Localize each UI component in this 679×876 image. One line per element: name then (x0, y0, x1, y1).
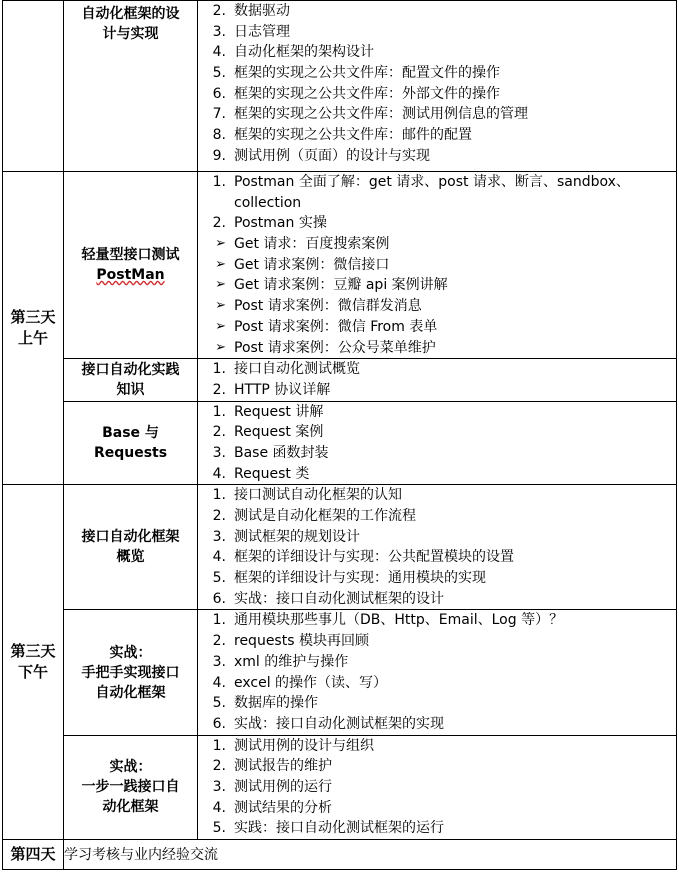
topic-line: 接口自动化实践 (81, 361, 180, 378)
list-item: 1. 接口测试自动化框架的认知 (212, 487, 402, 504)
topic-line: 手把手实现接口 (81, 664, 180, 681)
list-item: ➢ Post 请求案例：公众号菜单维护 (198, 338, 676, 359)
items-cell (198, 172, 677, 359)
list-item: 1. 测试用例的设计与组织 (212, 737, 374, 754)
items-cell (198, 485, 677, 610)
list-item: 2. 测试报告的维护 (212, 758, 332, 775)
list-item: 3. 日志管理 (212, 23, 290, 40)
topic-line: 计与实现 (102, 26, 159, 42)
day-period: 上午 (17, 329, 48, 348)
day-period: 下午 (17, 663, 48, 682)
topic-line: 自动化框架的设 (81, 6, 180, 22)
list-item: 4. 自动化框架的架构设计 (212, 44, 374, 61)
list-item: ➢ Post 请求案例：微信群发消息 (198, 296, 676, 317)
list-item: 5. 框架的详细设计与实现：通用模块的实现 (212, 570, 486, 587)
table-row (3, 401, 677, 485)
list-item: 1. 接口自动化测试概览 (212, 361, 360, 378)
topic-cell (64, 485, 198, 610)
list-item: 9. 测试用例（页面）的设计与实现 (212, 147, 430, 164)
list-item: 2. requests 模块再回顾 (212, 633, 369, 650)
topic-line: 实战： (109, 644, 152, 661)
list-item: 3. 测试框架的规划设计 (212, 528, 360, 545)
arrow-bullet-icon: ➢ (215, 236, 226, 252)
table-row (3, 610, 677, 735)
list-item: 8. 框架的实现之公共文件库：邮件的配置 (212, 127, 472, 144)
list-item: 5. 数据库的操作 (212, 695, 318, 712)
table-row (3, 735, 677, 839)
items-cell (198, 359, 677, 401)
day4-content: 学习考核与业内经验交流 (64, 840, 677, 870)
topic-cell (64, 172, 198, 359)
table-row (3, 1, 677, 172)
list-item: 3. 测试用例的运行 (212, 778, 332, 795)
list-item: 6. 框架的实现之公共文件库：外部文件的操作 (212, 85, 500, 102)
items-cell (198, 610, 677, 735)
topic-cell (64, 359, 198, 401)
list-item: 3. Base 函数封装 (212, 444, 329, 461)
topic-cell (64, 401, 198, 485)
arrow-bullet-icon: ➢ (215, 318, 226, 334)
list-item: 4. 框架的详细设计与实现：公共配置模块的设置 (212, 549, 514, 566)
list-item: 6. 实战：接口自动化测试框架的设计 (212, 590, 444, 607)
list-item: 2. Request 案例 (212, 424, 324, 441)
course-syllabus-table (2, 0, 677, 870)
items-cell (198, 1, 677, 172)
day-label: 第三天 (10, 308, 56, 327)
list-item: 2. Postman 实操 (212, 215, 327, 232)
list-item: 5. 框架的实现之公共文件库：配置文件的操作 (212, 65, 500, 82)
day-cell (3, 840, 64, 870)
list-item: 1. Postman 全面了解：get 请求、post 请求、断言、sandbox、collection (212, 174, 630, 211)
day-label: 第三天 (10, 642, 56, 661)
list-item: 4. 测试结果的分析 (212, 799, 332, 816)
table-row (3, 840, 677, 870)
list-item: 4. excel 的操作（读、写） (212, 674, 388, 691)
list-item: ➢ Get 请求案例：豆瓣 api 案例讲解 (198, 275, 676, 296)
topic-line: 概览 (116, 549, 145, 566)
list-item: 2. 数据驱动 (212, 3, 290, 19)
list-item: 1. Request 讲解 (212, 403, 324, 420)
list-item: 1. 通用模块那些事儿（DB、Http、Email、Log 等）？ (212, 612, 564, 629)
list-item: ➢ Get 请求：百度搜索案例 (198, 234, 676, 255)
day-cell-empty (3, 1, 64, 172)
list-item: ➢ Get 请求案例：微信接口 (198, 255, 676, 276)
arrow-bullet-icon: ➢ (215, 256, 226, 272)
topic-line: 实战： (109, 759, 152, 776)
table-row (3, 172, 677, 359)
topic-line: PostMan (96, 267, 165, 284)
topic-line: Base 与 (102, 424, 159, 441)
list-item: 4. Request 类 (212, 465, 310, 482)
topic-line: Requests (93, 444, 168, 461)
topic-cell (64, 735, 198, 839)
topic-cell (64, 1, 198, 172)
arrow-bullet-icon: ➢ (215, 277, 226, 293)
day-label: 第四天 (10, 845, 56, 864)
table-row (3, 485, 677, 610)
topic-line: 一步一践接口自 (81, 779, 180, 796)
topic-line: 轻量型接口测试 (81, 247, 180, 264)
topic-line: 自动化框架 (95, 684, 166, 701)
day-cell (3, 485, 64, 840)
arrow-bullet-icon: ➢ (215, 339, 226, 355)
topic-line: 动化框架 (102, 799, 159, 816)
list-item: ➢ Post 请求案例：微信 From 表单 (198, 317, 676, 338)
topic-line: 接口自动化框架 (81, 529, 180, 546)
list-item: 7. 框架的实现之公共文件库：测试用例信息的管理 (212, 106, 528, 123)
arrow-bullet-icon: ➢ (215, 298, 226, 314)
list-item: 6. 实战：接口自动化测试框架的实现 (212, 715, 444, 732)
topic-cell (64, 610, 198, 735)
list-item: 2. HTTP 协议详解 (212, 381, 331, 398)
list-item: 5. 实践：接口自动化测试框架的运行 (212, 820, 444, 837)
list-item: 2. 测试是自动化框架的工作流程 (212, 508, 416, 525)
table-row (3, 359, 677, 401)
items-cell (198, 401, 677, 485)
items-cell (198, 735, 677, 839)
topic-line: 知识 (116, 381, 145, 398)
day-cell (3, 172, 64, 485)
list-item: 3. xml 的维护与操作 (212, 653, 349, 670)
